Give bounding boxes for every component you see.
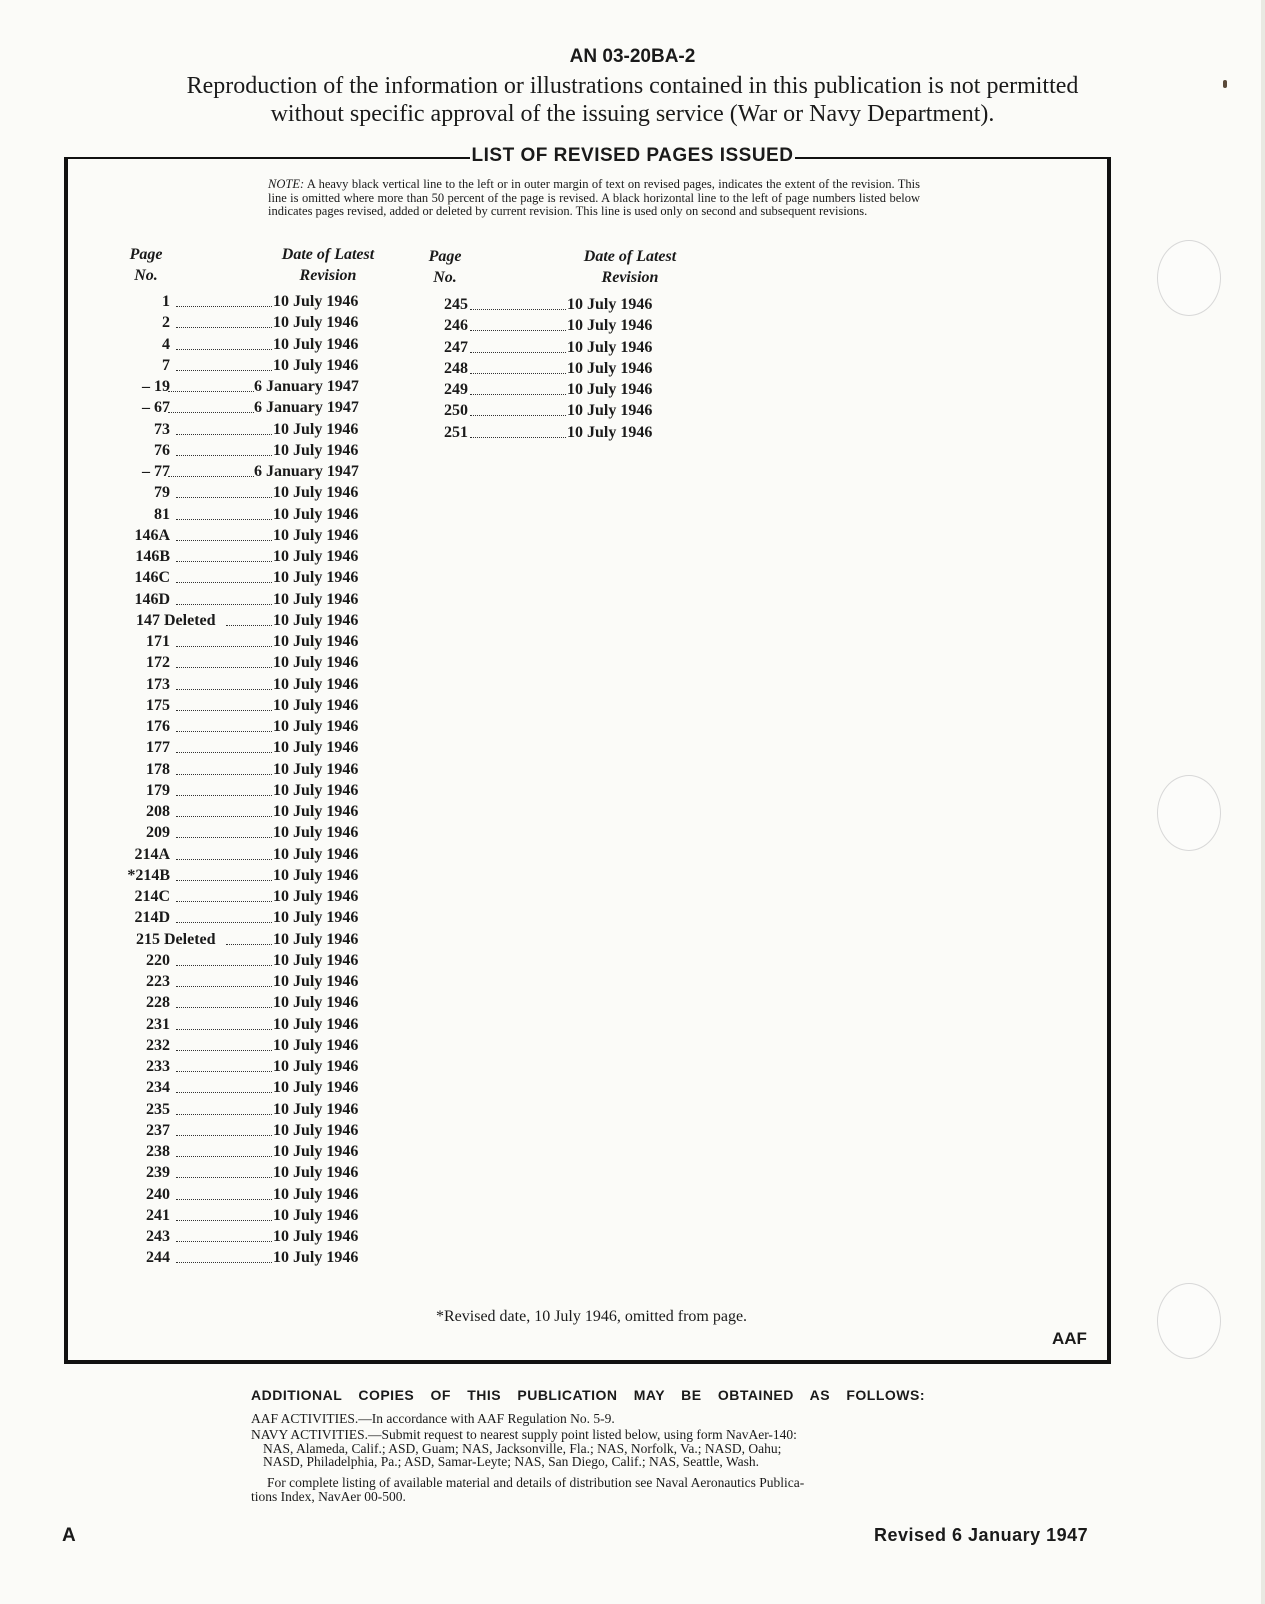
leader-dots [176, 689, 272, 690]
page-number: 223 [146, 973, 170, 990]
revision-row [112, 612, 392, 633]
revision-row [112, 569, 392, 590]
leader-dots [176, 795, 272, 796]
revision-date: 10 July 1946 [567, 381, 653, 398]
revision-note [268, 178, 920, 219]
paper-edge [1261, 0, 1265, 1604]
page-number: 178 [146, 760, 170, 778]
revision-date: 10 July 1946 [273, 1058, 359, 1075]
revision-row [112, 1122, 392, 1143]
leader-dots [176, 965, 272, 966]
leader-dots [176, 306, 272, 307]
leader-dots [176, 1199, 272, 1200]
publications-index-note: For complete listing of available material and details of distribution see Naval Aeronautics Publica- tions Index, NavAer 00-500. [251, 1475, 805, 1504]
leader-dots [176, 859, 272, 860]
revision-row [112, 867, 392, 888]
left-date-header: Date of Latest Revision [281, 246, 375, 284]
page-number: 171 [146, 633, 170, 650]
leader-dots [470, 437, 566, 438]
aaf-activities: AAF ACTIVITIES.—In accordance with AAF Regulation No. 5-9. [251, 1411, 615, 1426]
revision-row [112, 336, 392, 357]
leader-dots [176, 710, 272, 711]
leader-dots [176, 901, 272, 902]
revision-row [112, 506, 392, 527]
revision-date: 10 July 1946 [273, 930, 359, 948]
revision-date: 10 July 1946 [273, 1164, 359, 1182]
revision-row [112, 293, 392, 314]
leader-dots [176, 1220, 272, 1221]
binder-hole-middle [1157, 775, 1221, 851]
leader-dots [176, 1050, 272, 1051]
revision-row [112, 1037, 392, 1058]
revision-date: 10 July 1946 [567, 359, 653, 377]
revision-row [410, 424, 700, 445]
revision-row [112, 1101, 392, 1122]
revision-row [112, 824, 392, 845]
leader-dots [176, 837, 272, 838]
page-number: 79 [154, 484, 170, 502]
revision-row [112, 952, 392, 973]
revision-date: 10 July 1946 [273, 888, 359, 905]
revision-row [112, 846, 392, 867]
page-number: 177 [146, 739, 170, 757]
revision-date: 10 July 1946 [273, 548, 359, 565]
revision-date: 10 July 1946 [567, 338, 653, 356]
leader-dots [168, 412, 254, 413]
page-number: – 67 [142, 399, 170, 417]
page-number: 214C [134, 888, 170, 905]
page-number: 173 [146, 675, 170, 693]
page-number: 179 [146, 781, 170, 799]
revision-date: 10 July 1946 [273, 696, 359, 714]
leader-dots [176, 540, 272, 541]
binder-hole-bottom [1157, 1283, 1221, 1359]
document-id: AN 03-20BA-2 [569, 46, 696, 67]
revision-date: 10 July 1946 [273, 569, 359, 587]
leader-dots [168, 476, 254, 477]
revision-date: 10 July 1946 [273, 675, 359, 693]
revision-row [112, 676, 392, 697]
page-number: 146D [134, 590, 170, 608]
leader-dots [176, 1029, 272, 1030]
revision-date: 6 January 1947 [254, 399, 359, 417]
revision-date: 10 July 1946 [273, 1079, 359, 1097]
revision-date: 10 July 1946 [273, 1143, 359, 1160]
revision-date: 10 July 1946 [273, 866, 359, 884]
leader-dots [176, 752, 272, 753]
page-number: 2 [162, 314, 170, 332]
revision-row [112, 1249, 392, 1270]
revision-date: 10 July 1946 [273, 760, 359, 778]
leader-dots [168, 391, 254, 392]
revision-row [410, 317, 700, 338]
leader-dots [226, 625, 272, 626]
page-number: 251 [444, 423, 468, 441]
page-number: 228 [146, 994, 170, 1012]
revision-row [112, 931, 392, 952]
revision-date: 10 July 1946 [273, 1206, 359, 1224]
leader-dots [176, 922, 272, 923]
revision-date: 10 July 1946 [273, 420, 359, 438]
page-number: 231 [146, 1015, 170, 1033]
frame-title [0, 145, 1265, 167]
revision-row [410, 381, 700, 402]
revision-row [112, 697, 392, 718]
revision-row [410, 296, 700, 317]
page-number: 4 [162, 335, 170, 353]
revision-date: 10 July 1946 [567, 317, 653, 335]
page-number: 250 [444, 402, 468, 420]
revision-date: 10 July 1946 [273, 973, 359, 990]
navy-activities: NAVY ACTIVITIES.—Submit request to nearest supply point listed below, using form NavAer-140: NAS, Alameda, Calif.; ASD, Guam; NAS, Jacksonville, Fla.; NAS, Norfolk, Va.; NASD, Oahu; NASD, Philadelphia, Pa.; ASD, Samar-Leyte; NAS, San Diego, Calif.; NAS, Seattle, Wash. [251, 1427, 797, 1469]
additional-copies-heading: ADDITIONAL COPIES OF THIS PUBLICATION MAY BE OBTAINED AS FOLLOWS: [251, 1387, 925, 1403]
leader-dots [176, 1114, 272, 1115]
page-number: 246 [444, 317, 468, 335]
revision-row [112, 527, 392, 548]
leader-dots [176, 327, 272, 328]
revision-date: 10 July 1946 [273, 1121, 359, 1139]
page-number: 245 [444, 296, 468, 313]
page-number: 146C [134, 569, 170, 587]
leader-dots [176, 731, 272, 732]
revision-row [112, 782, 392, 803]
revision-date: 10 July 1946 [273, 611, 359, 629]
revision-date: 10 July 1946 [273, 590, 359, 608]
note-label: NOTE: [268, 177, 305, 191]
notice-line-1: Reproduction of the information or illustrations contained in this publication is not permitted [186, 73, 1079, 99]
page-number: 239 [146, 1164, 170, 1182]
revision-row [410, 339, 700, 360]
revision-date: 10 July 1946 [273, 739, 359, 757]
revision-date: 10 July 1946 [273, 1185, 359, 1203]
revision-row [112, 654, 392, 675]
page-number: 244 [146, 1249, 170, 1267]
leader-dots [176, 582, 272, 583]
right-revision-list [410, 296, 700, 445]
page-number: – 77 [142, 463, 170, 480]
revision-row [112, 591, 392, 612]
page-number: 233 [146, 1058, 170, 1075]
revision-date: 10 July 1946 [273, 633, 359, 650]
revision-date: 10 July 1946 [567, 296, 653, 313]
page-number: 240 [146, 1185, 170, 1203]
page-number: 146A [134, 526, 170, 544]
page-number: 146B [135, 548, 170, 565]
revision-row [112, 1207, 392, 1228]
page-number: 172 [146, 654, 170, 672]
page-number: 1 [162, 293, 170, 310]
revision-date: 10 July 1946 [273, 1249, 359, 1267]
page-number: 243 [146, 1228, 170, 1245]
leader-dots [176, 349, 272, 350]
revision-row [112, 633, 392, 654]
revision-date: 10 July 1946 [273, 1100, 359, 1118]
revision-date: 10 July 1946 [273, 356, 359, 374]
revision-date: 10 July 1946 [273, 845, 359, 863]
revision-row [112, 378, 392, 399]
leader-dots [176, 519, 272, 520]
page-number: 147 Deleted [136, 611, 216, 629]
page-number: 176 [146, 718, 170, 735]
revision-row [112, 739, 392, 760]
leader-dots [176, 1092, 272, 1093]
revision-date: 10 July 1946 [567, 423, 653, 441]
note-text: A heavy black vertical line to the left or in outer margin of text on revised pages, indicates the extent of the revision. This line is omitted where more than 50 percent of the page is revised. A black horizontal line to the left of page numbers listed below indicates pages revised, added or deleted by current revision. This line is used only on second and subsequent revisions. [268, 177, 920, 218]
leader-dots [470, 394, 566, 395]
revision-row [112, 761, 392, 782]
revision-row [112, 1058, 392, 1079]
leader-dots [176, 434, 272, 435]
revision-row [112, 548, 392, 569]
leader-dots [176, 1177, 272, 1178]
leader-dots [176, 1135, 272, 1136]
revision-date: 10 July 1946 [273, 505, 359, 523]
revision-date: 10 July 1946 [273, 803, 359, 820]
revision-row [410, 360, 700, 381]
revision-row [112, 1186, 392, 1207]
leader-dots [176, 455, 272, 456]
revision-date: 10 July 1946 [273, 1036, 359, 1054]
revision-date: 10 July 1946 [273, 824, 359, 842]
page-number: 238 [146, 1143, 170, 1160]
leader-dots [176, 1262, 272, 1263]
leader-dots [176, 667, 272, 668]
page-number: 209 [146, 824, 170, 842]
revision-date: 10 July 1946 [273, 314, 359, 332]
revision-row [112, 1016, 392, 1037]
revision-row [410, 402, 700, 423]
leader-dots [470, 309, 566, 310]
revision-row [112, 442, 392, 463]
revision-date: 10 July 1946 [273, 781, 359, 799]
page-number: 214D [134, 909, 170, 927]
revision-row [112, 1079, 392, 1100]
page-number: 234 [146, 1079, 170, 1097]
service-tag: AAF [1052, 1329, 1087, 1348]
revision-row [112, 1164, 392, 1185]
leader-dots [470, 352, 566, 353]
revision-date: 6 January 1947 [254, 378, 359, 395]
left-page-no-header: Page No. [129, 246, 163, 284]
leader-dots [176, 561, 272, 562]
leader-dots [470, 373, 566, 374]
revision-date: 10 July 1946 [273, 994, 359, 1012]
page-number: 208 [146, 803, 170, 820]
leader-dots [176, 646, 272, 647]
revision-row [112, 421, 392, 442]
revision-row [112, 1228, 392, 1249]
leader-dots [176, 604, 272, 605]
page-number: 76 [154, 441, 170, 459]
left-revision-list [112, 293, 392, 1271]
page-number: 248 [444, 359, 468, 377]
notice-line-2: without specific approval of the issuing service (War or Navy Department). [270, 101, 995, 127]
page-number: 247 [444, 338, 468, 356]
revision-row [112, 484, 392, 505]
page-number: 81 [154, 505, 170, 523]
right-date-header: Date of Latest Revision [583, 248, 677, 286]
revision-date: 10 July 1946 [273, 335, 359, 353]
footnote: *Revised date, 10 July 1946, omitted from page. [436, 1308, 748, 1325]
leader-dots [176, 370, 272, 371]
revised-date: Revised 6 January 1947 [874, 1525, 1089, 1545]
page-number: 73 [154, 420, 170, 438]
revision-date: 10 July 1946 [273, 293, 359, 310]
revision-row [112, 803, 392, 824]
right-page-no-header: Page No. [428, 248, 462, 286]
page-number: 175 [146, 696, 170, 714]
binder-hole-top [1157, 240, 1221, 316]
revision-row [112, 909, 392, 930]
revision-date: 10 July 1946 [273, 951, 359, 969]
revision-row [112, 314, 392, 335]
leader-dots [176, 880, 272, 881]
revision-row [112, 463, 392, 484]
leader-dots [176, 1156, 272, 1157]
revision-row [112, 994, 392, 1015]
revision-date: 10 July 1946 [273, 718, 359, 735]
revision-date: 10 July 1946 [273, 441, 359, 459]
revision-date: 6 January 1947 [254, 463, 359, 480]
leader-dots [176, 1241, 272, 1242]
revision-date: 10 July 1946 [273, 1015, 359, 1033]
revision-row [112, 718, 392, 739]
leader-dots [176, 1007, 272, 1008]
leader-dots [176, 774, 272, 775]
page-number: 241 [146, 1206, 170, 1224]
leader-dots [176, 497, 272, 498]
revision-date: 10 July 1946 [567, 402, 653, 420]
revision-date: 10 July 1946 [273, 526, 359, 544]
revision-date: 10 July 1946 [273, 909, 359, 927]
revision-row [112, 973, 392, 994]
revision-date: 10 July 1946 [273, 484, 359, 502]
page-number: 249 [444, 381, 468, 398]
list-title: LIST OF REVISED PAGES ISSUED [471, 145, 794, 166]
page-number: 232 [146, 1036, 170, 1054]
page-number: 214A [134, 845, 170, 863]
leader-dots [176, 816, 272, 817]
page-letter: A [62, 1525, 76, 1546]
revision-date: 10 July 1946 [273, 654, 359, 672]
page-number: – 19 [142, 378, 170, 395]
page-number: 220 [146, 951, 170, 969]
leader-dots [176, 986, 272, 987]
leader-dots [226, 944, 272, 945]
revision-row [112, 399, 392, 420]
page-number: 235 [146, 1100, 170, 1118]
page-number: 215 Deleted [136, 930, 216, 948]
revision-date: 10 July 1946 [273, 1228, 359, 1245]
page-number: 237 [146, 1121, 170, 1139]
revision-row [112, 357, 392, 378]
page-number: *214B [127, 866, 170, 884]
revision-row [112, 888, 392, 909]
leader-dots [470, 415, 566, 416]
reproduction-notice [0, 72, 1265, 128]
leader-dots [470, 330, 566, 331]
revision-row [112, 1143, 392, 1164]
leader-dots [176, 1071, 272, 1072]
page-number: 7 [162, 356, 170, 374]
